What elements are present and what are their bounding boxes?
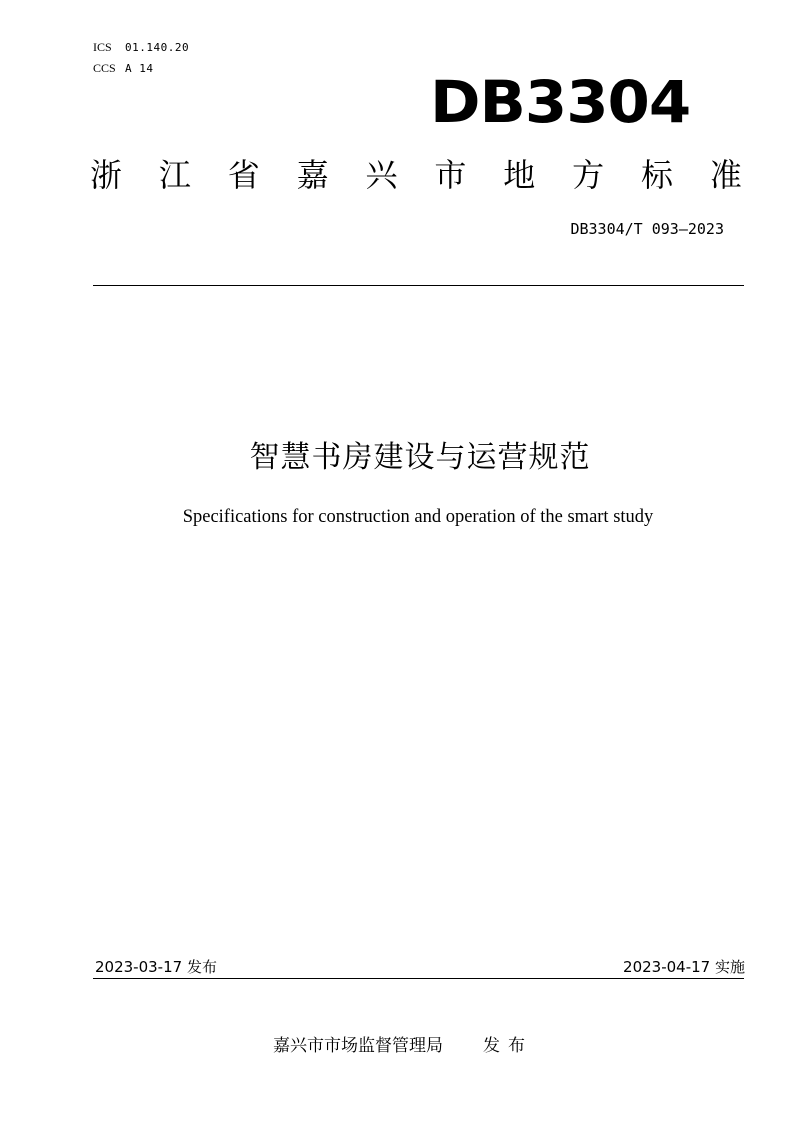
standard-number: DB3304/T 093—2023 bbox=[570, 220, 724, 238]
standard-category bbox=[90, 155, 742, 195]
ccs-label: CCS bbox=[93, 61, 116, 75]
category-char: 标 bbox=[641, 156, 674, 194]
category-char: 嘉 bbox=[296, 156, 329, 194]
standard-code-logo: DB3304 bbox=[430, 68, 691, 136]
top-divider bbox=[93, 285, 744, 286]
document-title-en: Specifications for construction and operation of the smart study bbox=[182, 507, 654, 527]
ics-value: 01.140.20 bbox=[125, 41, 190, 54]
ccs-code bbox=[93, 61, 154, 76]
category-char: 江 bbox=[158, 156, 191, 194]
ics-label: ICS bbox=[93, 40, 112, 54]
document-title-cn: 智慧书房建设与运营规范 bbox=[249, 440, 591, 475]
issue-date: 2023-03-17 发布 bbox=[95, 958, 217, 976]
implementation-date: 2023-04-17 实施 bbox=[623, 958, 745, 976]
category-char: 地 bbox=[503, 156, 536, 194]
bottom-divider bbox=[93, 978, 744, 979]
issue-word: 发布 bbox=[483, 1036, 533, 1056]
category-char: 市 bbox=[434, 156, 467, 194]
ccs-value: A 14 bbox=[125, 62, 154, 75]
category-char: 准 bbox=[709, 156, 742, 194]
issuer-line bbox=[273, 1035, 533, 1057]
category-char: 浙 bbox=[90, 156, 123, 194]
ics-code bbox=[93, 40, 189, 55]
category-char: 兴 bbox=[365, 156, 398, 194]
issuer-name: 嘉兴市市场监督管理局 bbox=[273, 1036, 443, 1056]
category-char: 省 bbox=[227, 156, 260, 194]
category-char: 方 bbox=[572, 156, 605, 194]
